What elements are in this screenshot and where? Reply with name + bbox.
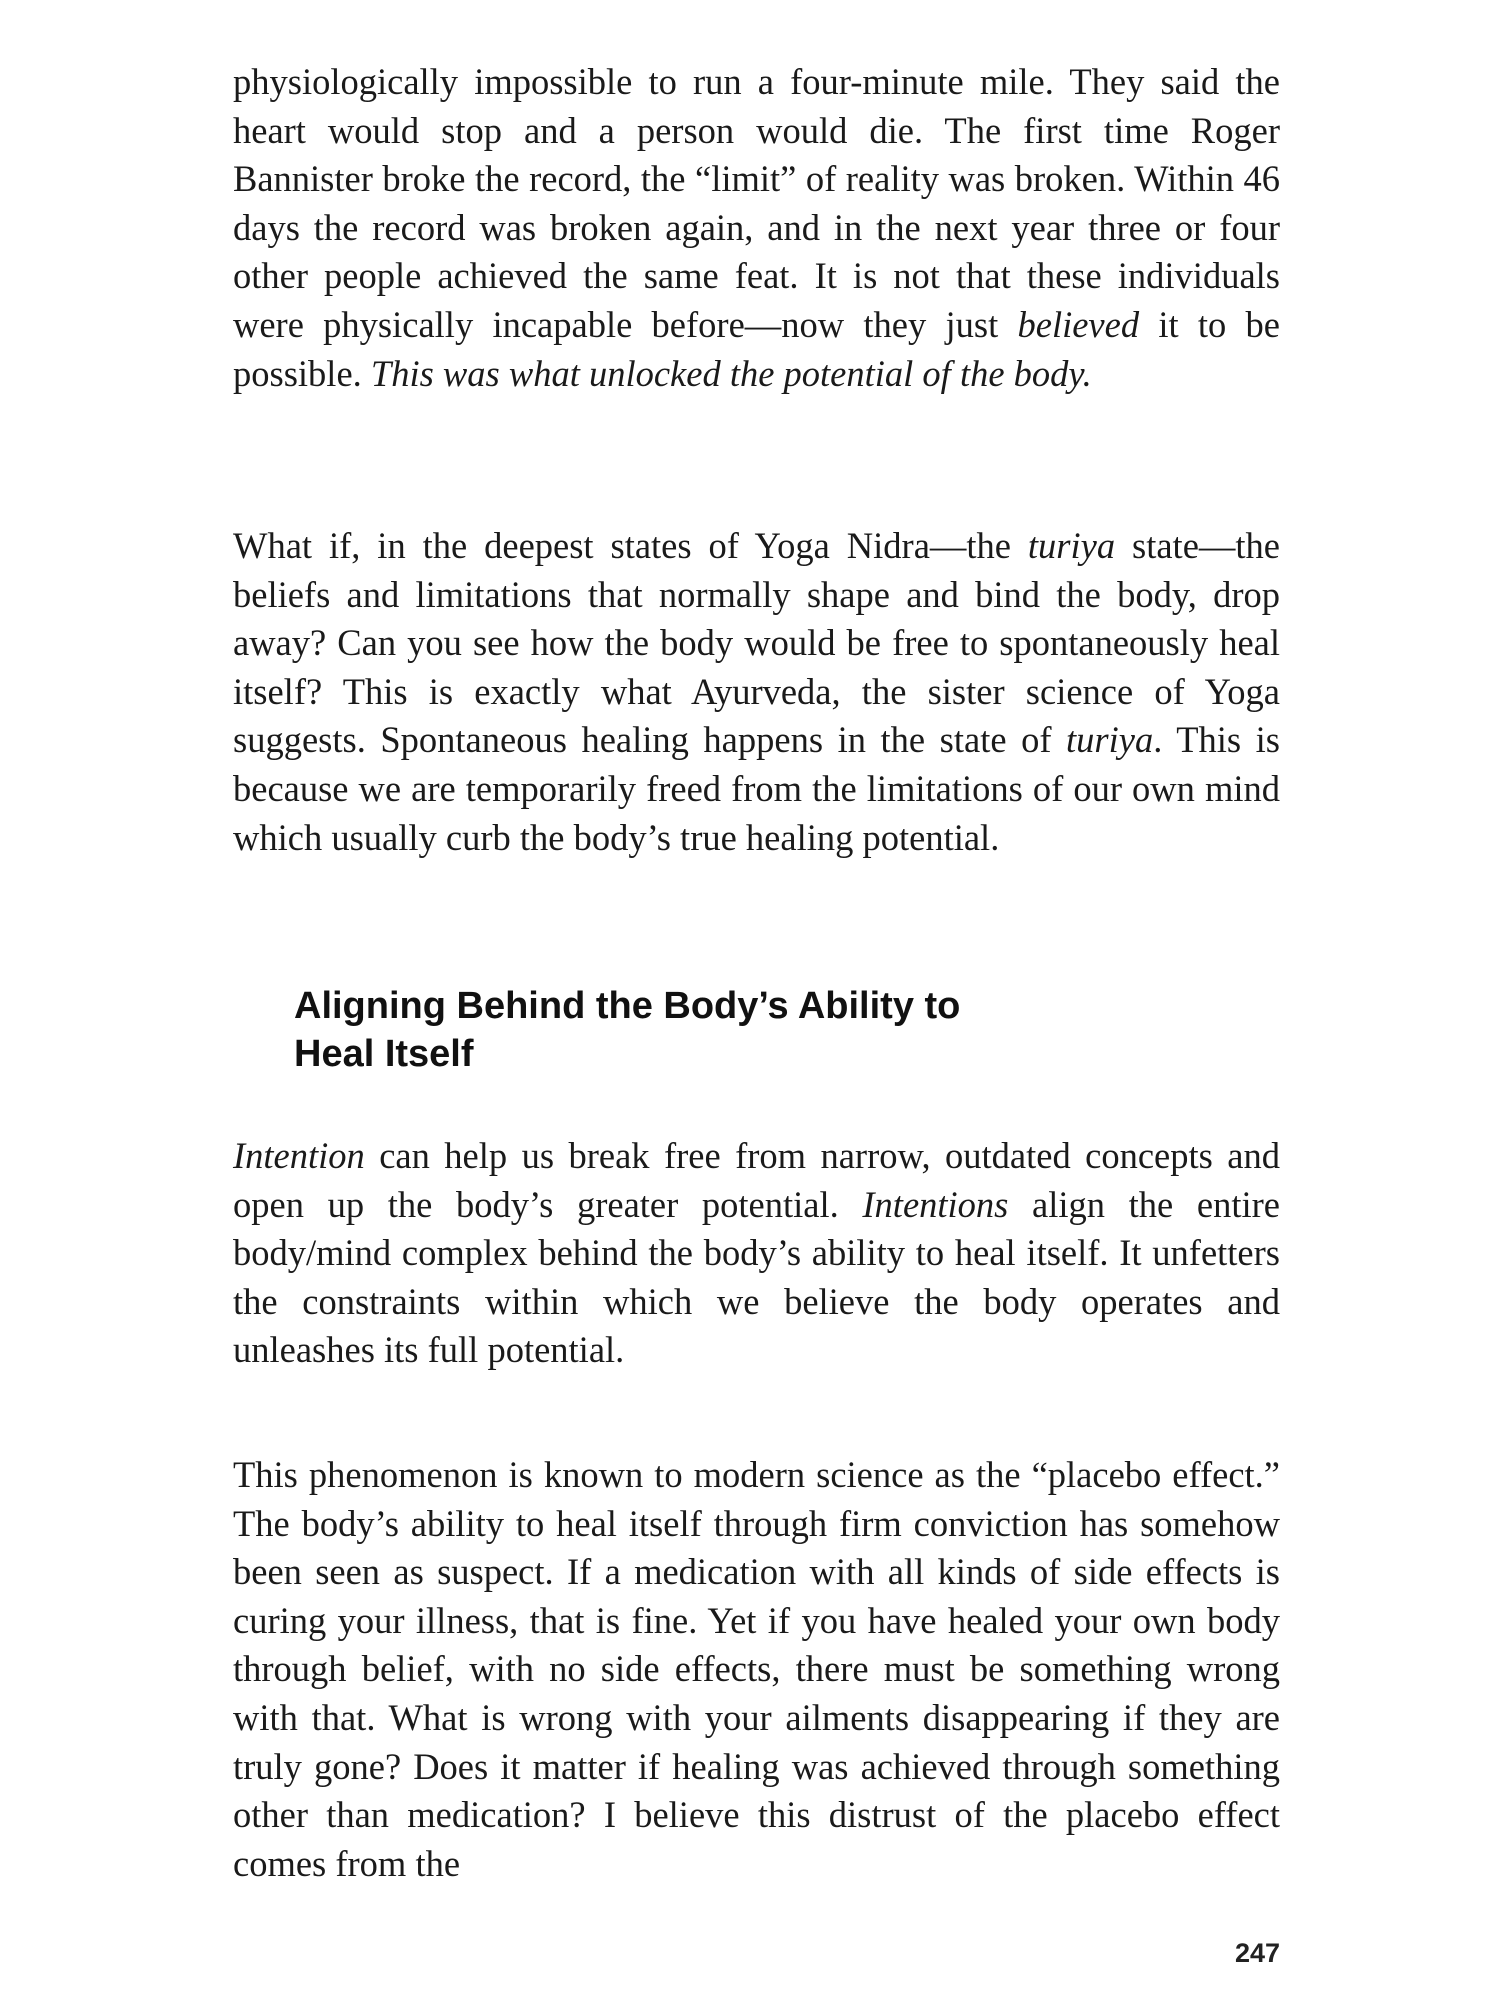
- text-run: it to be possible.: [233, 303, 1280, 394]
- paragraph-four-minute-mile: [233, 58, 1280, 398]
- section-heading: [294, 982, 1194, 1078]
- italic-text-run: Intention: [233, 1135, 365, 1176]
- italic-text-run: Intentions: [862, 1183, 1009, 1225]
- text-run: align the entire body/mind complex behind the body’s ability to heal itself. It unfetters the constraints within which we believe the body operates and unleashes its full potential.: [233, 1183, 1280, 1371]
- italic-text-run: believed: [1017, 303, 1140, 345]
- text-run: . This is because we are temporarily freed from the limitations of our own mind which usually curb the body’s true healing potential.: [233, 719, 1281, 858]
- italic-text-run: turiya: [1027, 525, 1116, 566]
- paragraph-text: [233, 1132, 1280, 1375]
- paragraph-text: [233, 1451, 1280, 1888]
- section-heading-line-1: Aligning Behind the Body’s Ability to: [294, 985, 961, 1027]
- paragraph-intention: [233, 1132, 1280, 1375]
- paragraph-text: [233, 522, 1280, 862]
- italic-text-run: This was what unlocked the potential of the body.: [370, 352, 1092, 394]
- section-heading-line-2: Heal Itself: [294, 1033, 474, 1075]
- text-run: physiologically impossible to run a four-minute mile. They said the heart would stop and a person would die. The first time Roger Bannister broke the record, the “limit” of reality was broken. Within 46 days the record was broken again, and in the next year three or four other people achieved the same feat. It is not that these individuals were physically incapable before—now they just: [233, 61, 1280, 345]
- paragraph-placebo-effect: [233, 1451, 1280, 1888]
- paragraph-yoga-nidra: [233, 522, 1280, 862]
- paragraph-text: [233, 58, 1280, 398]
- italic-text-run: turiya: [1066, 719, 1154, 761]
- text-run: What if, in the deepest states of Yoga Nidra—the: [233, 525, 1028, 566]
- text-run: can help us break free from narrow, outdated concepts and open up the body’s greater potential.: [233, 1135, 1280, 1225]
- page-number: 247: [1234, 1938, 1280, 1968]
- text-run: This phenomenon is known to modern science as the “placebo effect.” The body’s ability to heal itself through firm conviction has somehow been seen as suspect. If a medication with all kinds of side effects is curing your illness, that is fine. Yet if you have healed your own body through belief, with no side effects, there must be something wrong with that. What is wrong with your ailments disappearing if they are truly gone? Does it matter if healing was achieved through something other than medication? I believe this distrust of the placebo effect comes from the: [233, 1454, 1280, 1884]
- text-run: state—the beliefs and limitations that normally shape and bind the body, drop away? Can you see how the body would be free to spontaneously heal itself? This is exactly what Ayurveda, the sister science of Yoga suggests. Spontaneous healing happens in the state of: [233, 525, 1280, 761]
